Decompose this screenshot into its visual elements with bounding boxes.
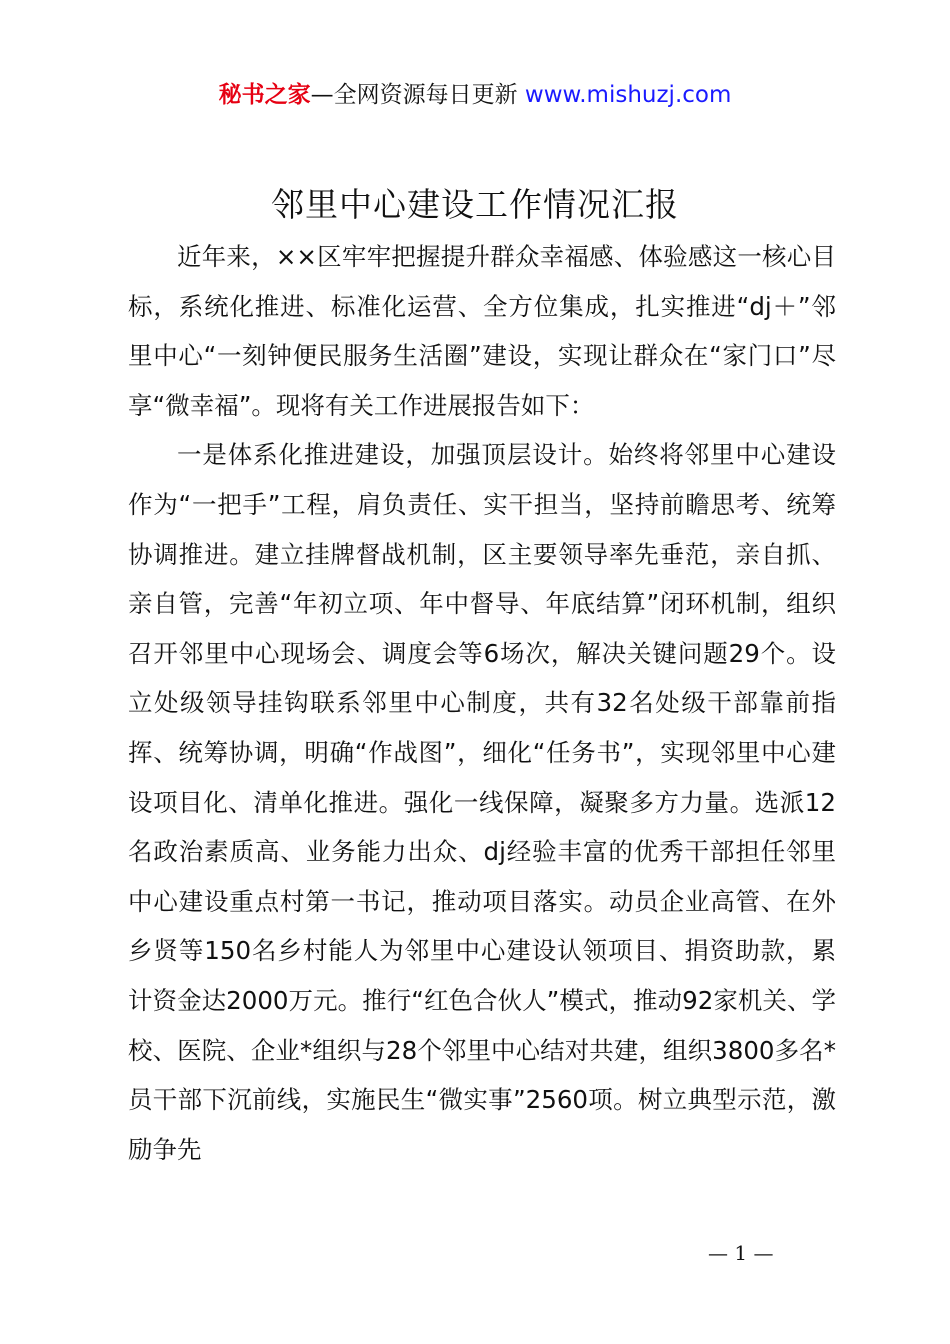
header-tagline: —全网资源每日更新 — [310, 82, 518, 108]
paragraph-section-one: 一是体系化推进建设，加强顶层设计。始终将邻里中心建设作为“一把手”工程，肩负责任、实干担当，坚持前瞻思考、统筹协调推进。建立挂牌督战机制，区主要领导率先垂范，亲自抓、亲自管，完善“年初立项、年中督导、年底结算”闭环机制，组织召开邻里中心现场会、调度会等6场次，解决关键问题29个。设立处级领导挂钩联系邻里中心制度，共有32名处级干部靠前指挥、统筹协调，明确“作战图”，细化“任务书”，实现邻里中心建设项目化、清单化推进。强化一线保障，凝聚多方力量。选派12名政治素质高、业务能力出众、dj经验丰富的优秀干部担任邻里中心建设重点村第一书记，推动项目落实。动员企业高管、在外乡贤等150名乡村能人为邻里中心建设认领项目、捐资助款，累计资金达2000万元。推行“红色合伙人”模式，推动92家机关、学校、医院、企业*组织与28个邻里中心结对共建，组织3800多名*员干部下沉前线，实施民生“微实事”2560项。树立典型示范，激励争先 — [128, 440, 836, 1164]
brand-name: 秘书之家 — [218, 82, 311, 108]
site-header — [0, 78, 950, 112]
site-url-link[interactable]: www.mishuzj.com — [524, 82, 732, 108]
document-title: 邻里中心建设工作情况汇报 — [271, 185, 679, 224]
paragraph-intro: 近年来，××区牢牢把握提升群众幸福感、体验感这一核心目标，系统化推进、标准化运营、全方位集成，扎实推进“dj＋”邻里中心“一刻钟便民服务生活圈”建设，实现让群众在“家门口”尽享“微幸福”。现将有关工作进展报告如下： — [128, 242, 836, 420]
document-body — [128, 232, 836, 1174]
page-number: — 1 — — [708, 1241, 774, 1265]
